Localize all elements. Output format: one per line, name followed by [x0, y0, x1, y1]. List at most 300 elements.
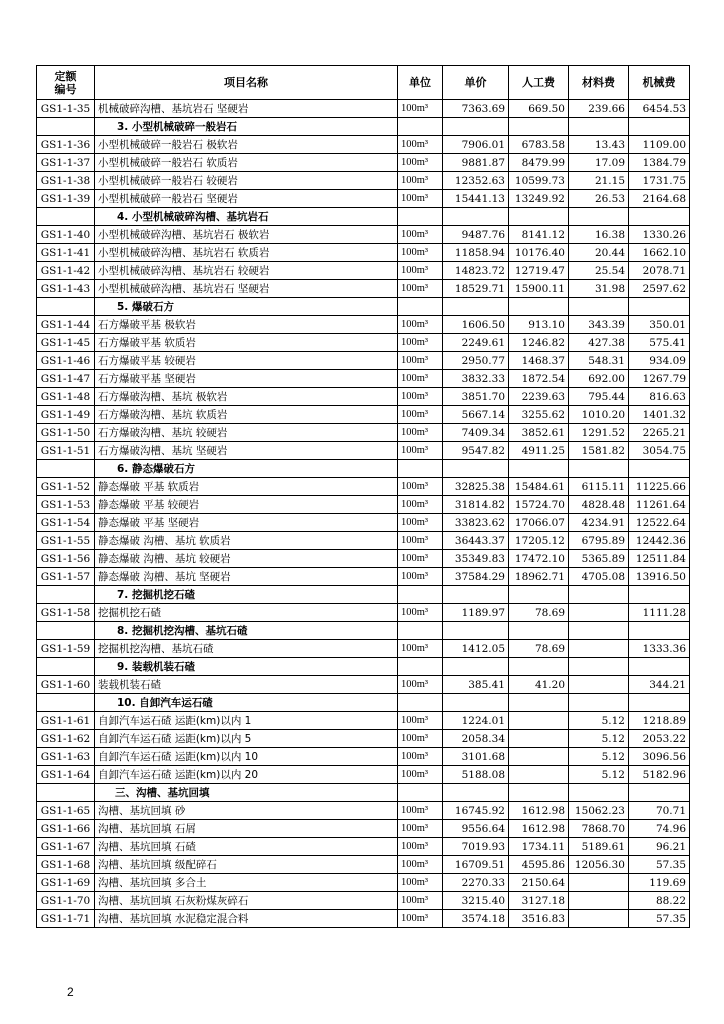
machine-cell: 1109.00	[629, 136, 690, 154]
material-cell: 16.38	[569, 226, 629, 244]
machine-cell: 13916.50	[629, 568, 690, 586]
section-empty-cell	[443, 586, 509, 604]
labor-cell: 3852.61	[509, 424, 569, 442]
material-cell: 4705.08	[569, 568, 629, 586]
name-cell: 小型机械破碎一般岩石 软质岩	[95, 154, 398, 172]
unit-cell: 100m³	[398, 676, 443, 694]
price-cell: 7409.34	[443, 424, 509, 442]
section-code-cell	[37, 694, 95, 712]
price-cell: 12352.63	[443, 172, 509, 190]
material-cell: 5.12	[569, 730, 629, 748]
name-cell: 自卸汽车运石碴 运距(km)以内 5	[95, 730, 398, 748]
code-cell: GS1-1-48	[37, 388, 95, 406]
price-cell: 385.41	[443, 676, 509, 694]
section-empty-cell	[569, 784, 629, 802]
material-cell: 427.38	[569, 334, 629, 352]
price-cell: 16745.92	[443, 802, 509, 820]
material-cell	[569, 676, 629, 694]
material-cell: 5365.89	[569, 550, 629, 568]
labor-cell: 1612.98	[509, 820, 569, 838]
material-cell: 21.15	[569, 172, 629, 190]
machine-cell: 3096.56	[629, 748, 690, 766]
unit-cell: 100m³	[398, 388, 443, 406]
material-cell: 15062.23	[569, 802, 629, 820]
name-cell: 静态爆破 沟槽、基坑 软质岩	[95, 532, 398, 550]
unit-cell: 100m³	[398, 190, 443, 208]
material-cell: 1010.20	[569, 406, 629, 424]
machine-cell: 2053.22	[629, 730, 690, 748]
material-cell	[569, 892, 629, 910]
table-row	[37, 874, 690, 892]
section-title: 4. 小型机械破碎沟槽、基坑岩石	[95, 208, 398, 226]
table-row	[37, 100, 690, 118]
code-cell: GS1-1-62	[37, 730, 95, 748]
name-cell: 小型机械破碎沟槽、基坑岩石 较硬岩	[95, 262, 398, 280]
material-cell: 6795.89	[569, 532, 629, 550]
section-code-cell	[37, 118, 95, 136]
unit-cell: 100m³	[398, 244, 443, 262]
table-row	[37, 514, 690, 532]
price-cell: 15441.13	[443, 190, 509, 208]
section-code-cell	[37, 784, 95, 802]
section-empty-cell	[443, 298, 509, 316]
price-cell: 9556.64	[443, 820, 509, 838]
unit-cell: 100m³	[398, 100, 443, 118]
price-cell: 7906.01	[443, 136, 509, 154]
section-empty-cell	[398, 298, 443, 316]
table-row	[37, 244, 690, 262]
unit-cell: 100m³	[398, 424, 443, 442]
table-row	[37, 442, 690, 460]
name-cell: 小型机械破碎一般岩石 较硬岩	[95, 172, 398, 190]
section-empty-cell	[509, 586, 569, 604]
material-cell: 1291.52	[569, 424, 629, 442]
code-cell: GS1-1-35	[37, 100, 95, 118]
machine-cell: 5182.96	[629, 766, 690, 784]
labor-cell: 3516.83	[509, 910, 569, 928]
page-number: 2	[67, 985, 74, 999]
price-cell: 35349.83	[443, 550, 509, 568]
code-cell: GS1-1-42	[37, 262, 95, 280]
code-cell: GS1-1-50	[37, 424, 95, 442]
labor-cell: 15724.70	[509, 496, 569, 514]
unit-cell: 100m³	[398, 640, 443, 658]
labor-cell: 17066.07	[509, 514, 569, 532]
table-row	[37, 766, 690, 784]
section-empty-cell	[443, 694, 509, 712]
section-code-cell	[37, 298, 95, 316]
machine-cell: 350.01	[629, 316, 690, 334]
section-empty-cell	[629, 622, 690, 640]
material-cell: 692.00	[569, 370, 629, 388]
name-cell: 装载机装石碴	[95, 676, 398, 694]
price-cell: 9881.87	[443, 154, 509, 172]
unit-cell: 100m³	[398, 442, 443, 460]
price-cell: 9547.82	[443, 442, 509, 460]
price-cell: 1412.05	[443, 640, 509, 658]
code-cell: GS1-1-54	[37, 514, 95, 532]
section-empty-cell	[569, 460, 629, 478]
section-empty-cell	[569, 694, 629, 712]
section-empty-cell	[509, 298, 569, 316]
name-cell: 静态爆破 沟槽、基坑 坚硬岩	[95, 568, 398, 586]
machine-cell: 2078.71	[629, 262, 690, 280]
labor-cell: 3127.18	[509, 892, 569, 910]
header-machine: 机械费	[629, 66, 690, 100]
code-cell: GS1-1-69	[37, 874, 95, 892]
machine-cell: 1267.79	[629, 370, 690, 388]
machine-cell: 119.69	[629, 874, 690, 892]
table-row	[37, 820, 690, 838]
material-cell: 17.09	[569, 154, 629, 172]
price-cell: 1224.01	[443, 712, 509, 730]
table-row	[37, 280, 690, 298]
machine-cell: 74.96	[629, 820, 690, 838]
table-row	[37, 316, 690, 334]
section-empty-cell	[509, 694, 569, 712]
machine-cell: 88.22	[629, 892, 690, 910]
code-cell: GS1-1-65	[37, 802, 95, 820]
labor-cell: 78.69	[509, 604, 569, 622]
table-row	[37, 712, 690, 730]
machine-cell: 2265.21	[629, 424, 690, 442]
labor-cell: 13249.92	[509, 190, 569, 208]
table-row	[37, 370, 690, 388]
section-empty-cell	[629, 118, 690, 136]
section-empty-cell	[629, 586, 690, 604]
section-row	[37, 118, 690, 136]
material-cell	[569, 910, 629, 928]
code-cell: GS1-1-56	[37, 550, 95, 568]
table-row	[37, 424, 690, 442]
section-row	[37, 658, 690, 676]
labor-cell: 18962.71	[509, 568, 569, 586]
price-cell: 9487.76	[443, 226, 509, 244]
table-row	[37, 802, 690, 820]
name-cell: 沟槽、基坑回填 石碴	[95, 838, 398, 856]
section-empty-cell	[509, 622, 569, 640]
machine-cell: 12511.84	[629, 550, 690, 568]
unit-cell: 100m³	[398, 334, 443, 352]
price-cell: 14823.72	[443, 262, 509, 280]
header-code: 定额 编号	[37, 66, 95, 100]
section-empty-cell	[443, 118, 509, 136]
section-empty-cell	[398, 460, 443, 478]
name-cell: 沟槽、基坑回填 石屑	[95, 820, 398, 838]
labor-cell: 4595.86	[509, 856, 569, 874]
labor-cell: 17205.12	[509, 532, 569, 550]
unit-cell: 100m³	[398, 838, 443, 856]
unit-cell: 100m³	[398, 478, 443, 496]
code-cell: GS1-1-49	[37, 406, 95, 424]
unit-cell: 100m³	[398, 856, 443, 874]
material-cell: 20.44	[569, 244, 629, 262]
material-cell: 26.53	[569, 190, 629, 208]
machine-cell: 57.35	[629, 856, 690, 874]
code-cell: GS1-1-71	[37, 910, 95, 928]
section-row	[37, 694, 690, 712]
machine-cell: 2597.62	[629, 280, 690, 298]
price-cell: 18529.71	[443, 280, 509, 298]
unit-cell: 100m³	[398, 550, 443, 568]
section-code-cell	[37, 460, 95, 478]
labor-cell: 1468.37	[509, 352, 569, 370]
table-row	[37, 136, 690, 154]
code-cell: GS1-1-47	[37, 370, 95, 388]
unit-cell: 100m³	[398, 226, 443, 244]
section-row	[37, 298, 690, 316]
labor-cell: 78.69	[509, 640, 569, 658]
labor-cell: 1872.54	[509, 370, 569, 388]
name-cell: 小型机械破碎沟槽、基坑岩石 软质岩	[95, 244, 398, 262]
code-cell: GS1-1-40	[37, 226, 95, 244]
name-cell: 静态爆破 平基 坚硬岩	[95, 514, 398, 532]
name-cell: 石方爆破沟槽、基坑 坚硬岩	[95, 442, 398, 460]
material-cell: 1581.82	[569, 442, 629, 460]
material-cell: 548.31	[569, 352, 629, 370]
price-cell: 3215.40	[443, 892, 509, 910]
material-cell: 7868.70	[569, 820, 629, 838]
machine-cell: 1111.28	[629, 604, 690, 622]
price-cell: 31814.82	[443, 496, 509, 514]
section-empty-cell	[509, 208, 569, 226]
code-cell: GS1-1-66	[37, 820, 95, 838]
code-cell: GS1-1-37	[37, 154, 95, 172]
labor-cell: 1734.11	[509, 838, 569, 856]
code-cell: GS1-1-63	[37, 748, 95, 766]
table-row	[37, 748, 690, 766]
machine-cell: 934.09	[629, 352, 690, 370]
name-cell: 静态爆破 平基 软质岩	[95, 478, 398, 496]
section-empty-cell	[629, 784, 690, 802]
header-name: 项目名称	[95, 66, 398, 100]
section-empty-cell	[398, 586, 443, 604]
labor-cell: 913.10	[509, 316, 569, 334]
section-empty-cell	[629, 460, 690, 478]
unit-cell: 100m³	[398, 892, 443, 910]
section-title: 9. 装载机装石碴	[95, 658, 398, 676]
section-empty-cell	[443, 460, 509, 478]
name-cell: 挖掘机挖沟槽、基坑石碴	[95, 640, 398, 658]
unit-cell: 100m³	[398, 712, 443, 730]
price-cell: 11858.94	[443, 244, 509, 262]
table-body	[37, 100, 690, 928]
material-cell: 25.54	[569, 262, 629, 280]
name-cell: 石方爆破沟槽、基坑 软质岩	[95, 406, 398, 424]
table-row	[37, 352, 690, 370]
price-cell: 1606.50	[443, 316, 509, 334]
price-cell: 2058.34	[443, 730, 509, 748]
name-cell: 自卸汽车运石碴 运距(km)以内 10	[95, 748, 398, 766]
material-cell	[569, 874, 629, 892]
section-empty-cell	[569, 658, 629, 676]
unit-cell: 100m³	[398, 352, 443, 370]
table-header-row	[37, 66, 690, 100]
price-cell: 7363.69	[443, 100, 509, 118]
name-cell: 自卸汽车运石碴 运距(km)以内 20	[95, 766, 398, 784]
material-cell	[569, 640, 629, 658]
machine-cell: 6454.53	[629, 100, 690, 118]
labor-cell: 10176.40	[509, 244, 569, 262]
code-cell: GS1-1-45	[37, 334, 95, 352]
unit-cell: 100m³	[398, 802, 443, 820]
unit-cell: 100m³	[398, 874, 443, 892]
section-title: 6. 静态爆破石方	[95, 460, 398, 478]
name-cell: 石方爆破平基 较硬岩	[95, 352, 398, 370]
code-cell: GS1-1-60	[37, 676, 95, 694]
table-row	[37, 496, 690, 514]
section-empty-cell	[569, 118, 629, 136]
unit-cell: 100m³	[398, 316, 443, 334]
table-row	[37, 478, 690, 496]
section-code-cell	[37, 622, 95, 640]
name-cell: 自卸汽车运石碴 运距(km)以内 1	[95, 712, 398, 730]
table-row	[37, 730, 690, 748]
price-cell: 3101.68	[443, 748, 509, 766]
name-cell: 石方爆破平基 坚硬岩	[95, 370, 398, 388]
code-cell: GS1-1-44	[37, 316, 95, 334]
code-cell: GS1-1-43	[37, 280, 95, 298]
section-title: 3. 小型机械破碎一般岩石	[95, 118, 398, 136]
section-empty-cell	[509, 784, 569, 802]
section-row	[37, 784, 690, 802]
machine-cell: 70.71	[629, 802, 690, 820]
section-code-cell	[37, 658, 95, 676]
machine-cell: 1333.36	[629, 640, 690, 658]
table-row	[37, 676, 690, 694]
machine-cell: 3054.75	[629, 442, 690, 460]
name-cell: 小型机械破碎沟槽、基坑岩石 坚硬岩	[95, 280, 398, 298]
labor-cell	[509, 730, 569, 748]
material-cell: 4234.91	[569, 514, 629, 532]
labor-cell: 669.50	[509, 100, 569, 118]
name-cell: 挖掘机挖石碴	[95, 604, 398, 622]
price-cell: 2249.61	[443, 334, 509, 352]
unit-cell: 100m³	[398, 496, 443, 514]
labor-cell: 2239.63	[509, 388, 569, 406]
section-empty-cell	[629, 298, 690, 316]
table-row	[37, 604, 690, 622]
table-row	[37, 226, 690, 244]
section-empty-cell	[569, 208, 629, 226]
section-empty-cell	[398, 694, 443, 712]
table-row	[37, 550, 690, 568]
section-code-cell	[37, 208, 95, 226]
material-cell: 13.43	[569, 136, 629, 154]
table-row	[37, 532, 690, 550]
section-empty-cell	[443, 658, 509, 676]
labor-cell	[509, 766, 569, 784]
section-empty-cell	[443, 622, 509, 640]
header-labor: 人工费	[509, 66, 569, 100]
labor-cell: 15484.61	[509, 478, 569, 496]
name-cell: 沟槽、基坑回填 水泥稳定混合料	[95, 910, 398, 928]
machine-cell: 57.35	[629, 910, 690, 928]
machine-cell: 816.63	[629, 388, 690, 406]
unit-cell: 100m³	[398, 154, 443, 172]
section-title: 三、沟槽、基坑回填	[95, 784, 398, 802]
unit-cell: 100m³	[398, 604, 443, 622]
machine-cell: 1218.89	[629, 712, 690, 730]
name-cell: 小型机械破碎沟槽、基坑岩石 极软岩	[95, 226, 398, 244]
name-cell: 石方爆破沟槽、基坑 极软岩	[95, 388, 398, 406]
code-cell: GS1-1-67	[37, 838, 95, 856]
section-empty-cell	[398, 208, 443, 226]
machine-cell: 1384.79	[629, 154, 690, 172]
name-cell: 小型机械破碎一般岩石 坚硬岩	[95, 190, 398, 208]
labor-cell: 4911.25	[509, 442, 569, 460]
material-cell: 6115.11	[569, 478, 629, 496]
code-cell: GS1-1-55	[37, 532, 95, 550]
section-code-cell	[37, 586, 95, 604]
code-cell: GS1-1-51	[37, 442, 95, 460]
code-cell: GS1-1-36	[37, 136, 95, 154]
code-cell: GS1-1-64	[37, 766, 95, 784]
code-cell: GS1-1-38	[37, 172, 95, 190]
code-cell: GS1-1-41	[37, 244, 95, 262]
material-cell: 4828.48	[569, 496, 629, 514]
material-cell: 5.12	[569, 712, 629, 730]
machine-cell: 12522.64	[629, 514, 690, 532]
section-row	[37, 586, 690, 604]
labor-cell: 15900.11	[509, 280, 569, 298]
labor-cell: 8141.12	[509, 226, 569, 244]
code-cell: GS1-1-61	[37, 712, 95, 730]
price-cell: 1189.97	[443, 604, 509, 622]
section-row	[37, 208, 690, 226]
machine-cell: 1662.10	[629, 244, 690, 262]
section-empty-cell	[569, 298, 629, 316]
header-material: 材料费	[569, 66, 629, 100]
unit-cell: 100m³	[398, 406, 443, 424]
name-cell: 机械破碎沟槽、基坑岩石 坚硬岩	[95, 100, 398, 118]
code-cell: GS1-1-39	[37, 190, 95, 208]
name-cell: 沟槽、基坑回填 级配碎石	[95, 856, 398, 874]
labor-cell: 1612.98	[509, 802, 569, 820]
material-cell: 795.44	[569, 388, 629, 406]
header-unit: 单位	[398, 66, 443, 100]
name-cell: 石方爆破平基 软质岩	[95, 334, 398, 352]
unit-cell: 100m³	[398, 730, 443, 748]
table-row	[37, 910, 690, 928]
machine-cell: 575.41	[629, 334, 690, 352]
section-title: 7. 挖掘机挖石碴	[95, 586, 398, 604]
unit-cell: 100m³	[398, 766, 443, 784]
unit-cell: 100m³	[398, 568, 443, 586]
machine-cell: 2164.68	[629, 190, 690, 208]
material-cell	[569, 604, 629, 622]
table-row	[37, 406, 690, 424]
table-row	[37, 190, 690, 208]
unit-cell: 100m³	[398, 910, 443, 928]
table-row	[37, 334, 690, 352]
section-empty-cell	[509, 658, 569, 676]
name-cell: 沟槽、基坑回填 砂	[95, 802, 398, 820]
labor-cell: 3255.62	[509, 406, 569, 424]
code-cell: GS1-1-53	[37, 496, 95, 514]
price-cell: 2950.77	[443, 352, 509, 370]
machine-cell: 12442.36	[629, 532, 690, 550]
unit-cell: 100m³	[398, 514, 443, 532]
price-cell: 3851.70	[443, 388, 509, 406]
unit-cell: 100m³	[398, 370, 443, 388]
labor-cell: 10599.73	[509, 172, 569, 190]
unit-cell: 100m³	[398, 172, 443, 190]
section-empty-cell	[509, 460, 569, 478]
unit-cell: 100m³	[398, 748, 443, 766]
price-cell: 32825.38	[443, 478, 509, 496]
code-cell: GS1-1-70	[37, 892, 95, 910]
